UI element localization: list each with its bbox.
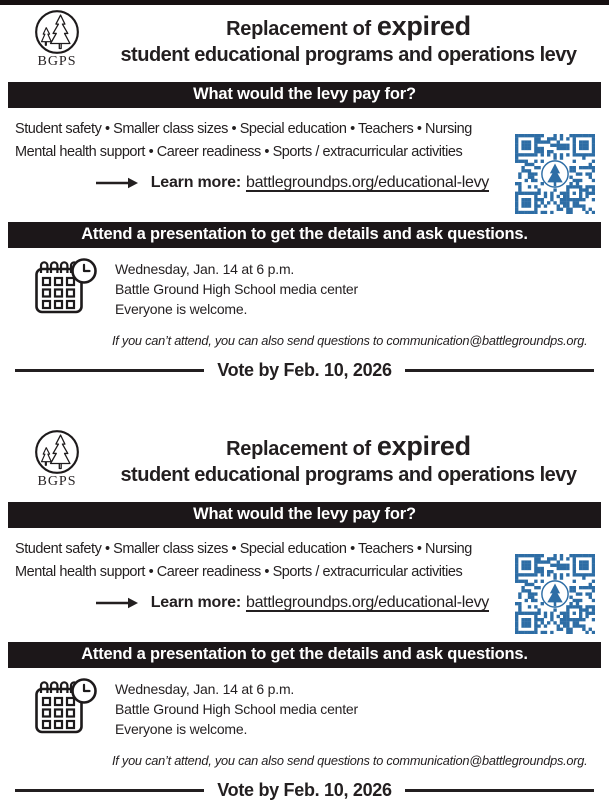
vote-deadline-row (15, 780, 594, 801)
right-arrow-icon (95, 596, 139, 610)
bgps-logo-text: BGPS (37, 54, 77, 69)
title-emphasis: expired (376, 430, 471, 461)
bgps-logo (14, 9, 100, 70)
qr-block (515, 538, 597, 634)
title-prefix: Replacement of (226, 437, 371, 460)
vote-deadline-row (15, 360, 594, 381)
vote-rule-right (405, 789, 594, 792)
attend-banner: Attend a presentation to get the details and ask questions. (8, 642, 601, 668)
levy-body (15, 538, 597, 634)
event-row (33, 676, 609, 743)
vote-deadline-text: Vote by Feb. 10, 2026 (217, 780, 392, 800)
title-line-1 (100, 430, 597, 463)
pay-banner: What would the levy pay for? (8, 502, 601, 528)
title-line-1 (100, 10, 597, 43)
event-location-line: Battle Ground High School media center (115, 701, 358, 717)
flyer-copy-1 (0, 5, 609, 381)
learn-more-row (15, 594, 505, 612)
attend-banner: Attend a presentation to get the details and ask questions. (8, 222, 601, 248)
event-details (115, 676, 358, 743)
title-line-2: student educational programs and operations levy (120, 463, 577, 486)
event-welcome-line: Everyone is welcome. (115, 301, 248, 317)
pay-banner: What would the levy pay for? (8, 82, 601, 108)
right-arrow-icon (95, 176, 139, 190)
evergreen-trees-circle-icon (34, 9, 80, 55)
title-emphasis: expired (376, 10, 471, 41)
learn-more-row (15, 174, 505, 192)
learn-more-link[interactable]: battlegroundps.org/educational-levy (245, 174, 489, 191)
event-row (33, 256, 609, 323)
event-date-line: Wednesday, Jan. 14 at 6 p.m. (115, 681, 295, 697)
bgps-logo (14, 429, 100, 490)
flyer-header (0, 429, 609, 490)
vote-rule-left (15, 369, 204, 372)
learn-more-label: Learn more: (150, 174, 241, 191)
learn-more-link[interactable]: battlegroundps.org/educational-levy (245, 594, 489, 611)
vote-deadline-text: Vote by Feb. 10, 2026 (217, 360, 392, 380)
event-details (115, 256, 358, 323)
bgps-logo-text: BGPS (37, 474, 77, 489)
calendar-clock-icon (33, 256, 99, 318)
vote-rule-right (405, 369, 594, 372)
flyer-title (100, 10, 597, 67)
event-date-line: Wednesday, Jan. 14 at 6 p.m. (115, 261, 295, 277)
flyer-copy-2 (0, 429, 609, 801)
pay-items-line-1: Student safety • Smaller class sizes • Special education • Teachers • Nursing (15, 121, 472, 137)
calendar-clock-icon (33, 676, 99, 738)
pay-items-line-2: Mental health support • Career readiness • Sports / extracurricular activities (15, 564, 463, 580)
title-prefix: Replacement of (226, 17, 371, 40)
cant-attend-note: If you can’t attend, you can also send questions to communication@battlegroundps.org. (112, 333, 588, 348)
event-welcome-line: Everyone is welcome. (115, 721, 248, 737)
vote-rule-left (15, 789, 204, 792)
qr-block (515, 118, 597, 214)
pay-items-line-2: Mental health support • Career readiness • Sports / extracurricular activities (15, 144, 463, 160)
title-line-2: student educational programs and operations levy (120, 43, 577, 66)
cant-attend-note: If you can’t attend, you can also send questions to communication@battlegroundps.org. (112, 753, 588, 768)
flyer-header (0, 9, 609, 70)
flyer-title (100, 430, 597, 487)
qr-code (515, 554, 595, 634)
learn-more-label: Learn more: (150, 594, 241, 611)
evergreen-trees-circle-icon (34, 429, 80, 475)
event-location-line: Battle Ground High School media center (115, 281, 358, 297)
levy-body (15, 118, 597, 214)
qr-code (515, 134, 595, 214)
pay-items-line-1: Student safety • Smaller class sizes • Special education • Teachers • Nursing (15, 541, 472, 557)
